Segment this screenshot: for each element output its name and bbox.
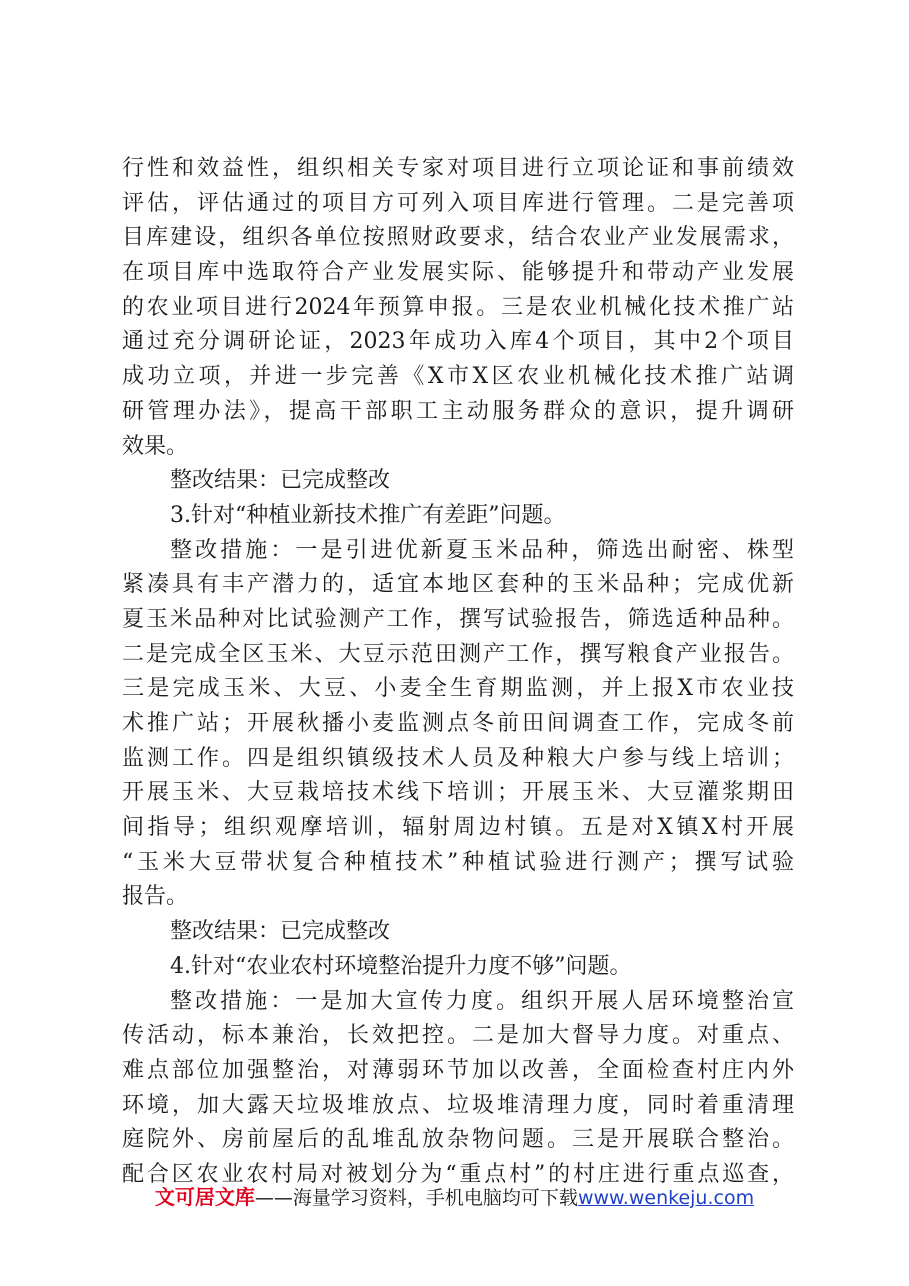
text-line: 通过充分调研论证，2023年成功入库4个项目，其中2个项目 [122,329,794,355]
text-line: 行性和效益性，组织相关专家对项目进行立项论证和事前绩效 [122,156,794,181]
text-line: 效果。 [122,433,189,459]
text-line: 难点部位加强整治，对薄弱环节加以改善，全面检查村庄内外 [122,1057,794,1083]
footer-banner [0,1182,909,1213]
text-line: 紧凑具有丰产潜力的，适宜本地区套种的玉米品种；完成优新 [122,572,794,598]
document-body [122,152,794,1193]
text-line: 配合区农业农村局对被划分为“重点村”的村庄进行重点巡查， [122,1161,794,1187]
footer-brand: 文可居文库 [154,1185,255,1209]
text-line: 评估，评估通过的项目方可列入项目库进行管理。二是完善项 [122,190,794,216]
text-line: 整改措施：一是引进优新夏玉米品种，筛选出耐密、株型 [170,537,794,563]
footer-tagline: ——海量学习资料，手机电脑均可下载 [254,1187,578,1209]
text-line: 整改措施：一是加大宣传力度。组织开展人居环境整治宣 [170,988,794,1014]
text-line: 三是完成玉米、大豆、小麦全生育期监测，并上报X市农业技 [122,676,794,702]
text-line: 的农业项目进行2024年预算申报。三是农业机械化技术推广站 [122,294,794,320]
text-line: 间指导；组织观摩培训，辐射周边村镇。五是对X镇X村开展 [122,815,794,841]
text-line: 环境，加大露天垃圾堆放点、垃圾堆清理力度，同时着重清理 [122,1092,794,1118]
text-line: 开展玉米、大豆栽培技术线下培训；开展玉米、大豆灌浆期田 [122,780,794,806]
text-line: 目库建设，组织各单位按照财政要求，结合农业产业发展需求， [122,225,794,251]
text-line: 研管理办法》，提高干部职工主动服务群众的意识，提升调研 [122,398,794,424]
text-line: 术推广站；开展秋播小麦监测点冬前田间调查工作，完成冬前 [122,711,794,736]
text-line: 整改结果：已完成整改 [170,919,391,945]
text-line: 在项目库中选取符合产业发展实际、能够提升和带动产业发展 [122,260,794,286]
text-line: 3.针对“种植业新技术推广有差距”问题。 [170,502,566,528]
text-line: 成功立项，并进一步完善《X市X区农业机械化技术推广站调 [122,364,794,390]
text-line: 传活动，标本兼治，长效把控。二是加大督导力度。对重点、 [122,1023,794,1049]
text-line: 监测工作。四是组织镇级技术人员及种粮大户参与线上培训； [122,745,794,771]
text-line: “玉米大豆带状复合种植技术”种植试验进行测产；撰写试验 [122,849,794,875]
text-line: 整改结果：已完成整改 [170,468,391,494]
text-line: 夏玉米品种对比试验测产工作，撰写试验报告，筛选适种品种。 [122,606,794,632]
text-line: 4.针对“农业农村环境整治提升力度不够”问题。 [170,953,632,979]
text-line: 报告。 [122,884,189,910]
footer-website-link[interactable]: www.wenkeju.com [577,1187,755,1209]
text-line: 二是完成全区玉米、大豆示范田测产工作，撰写粮食产业报告。 [122,641,794,667]
text-line: 庭院外、房前屋后的乱堆乱放杂物问题。三是开展联合整治。 [122,1127,794,1153]
